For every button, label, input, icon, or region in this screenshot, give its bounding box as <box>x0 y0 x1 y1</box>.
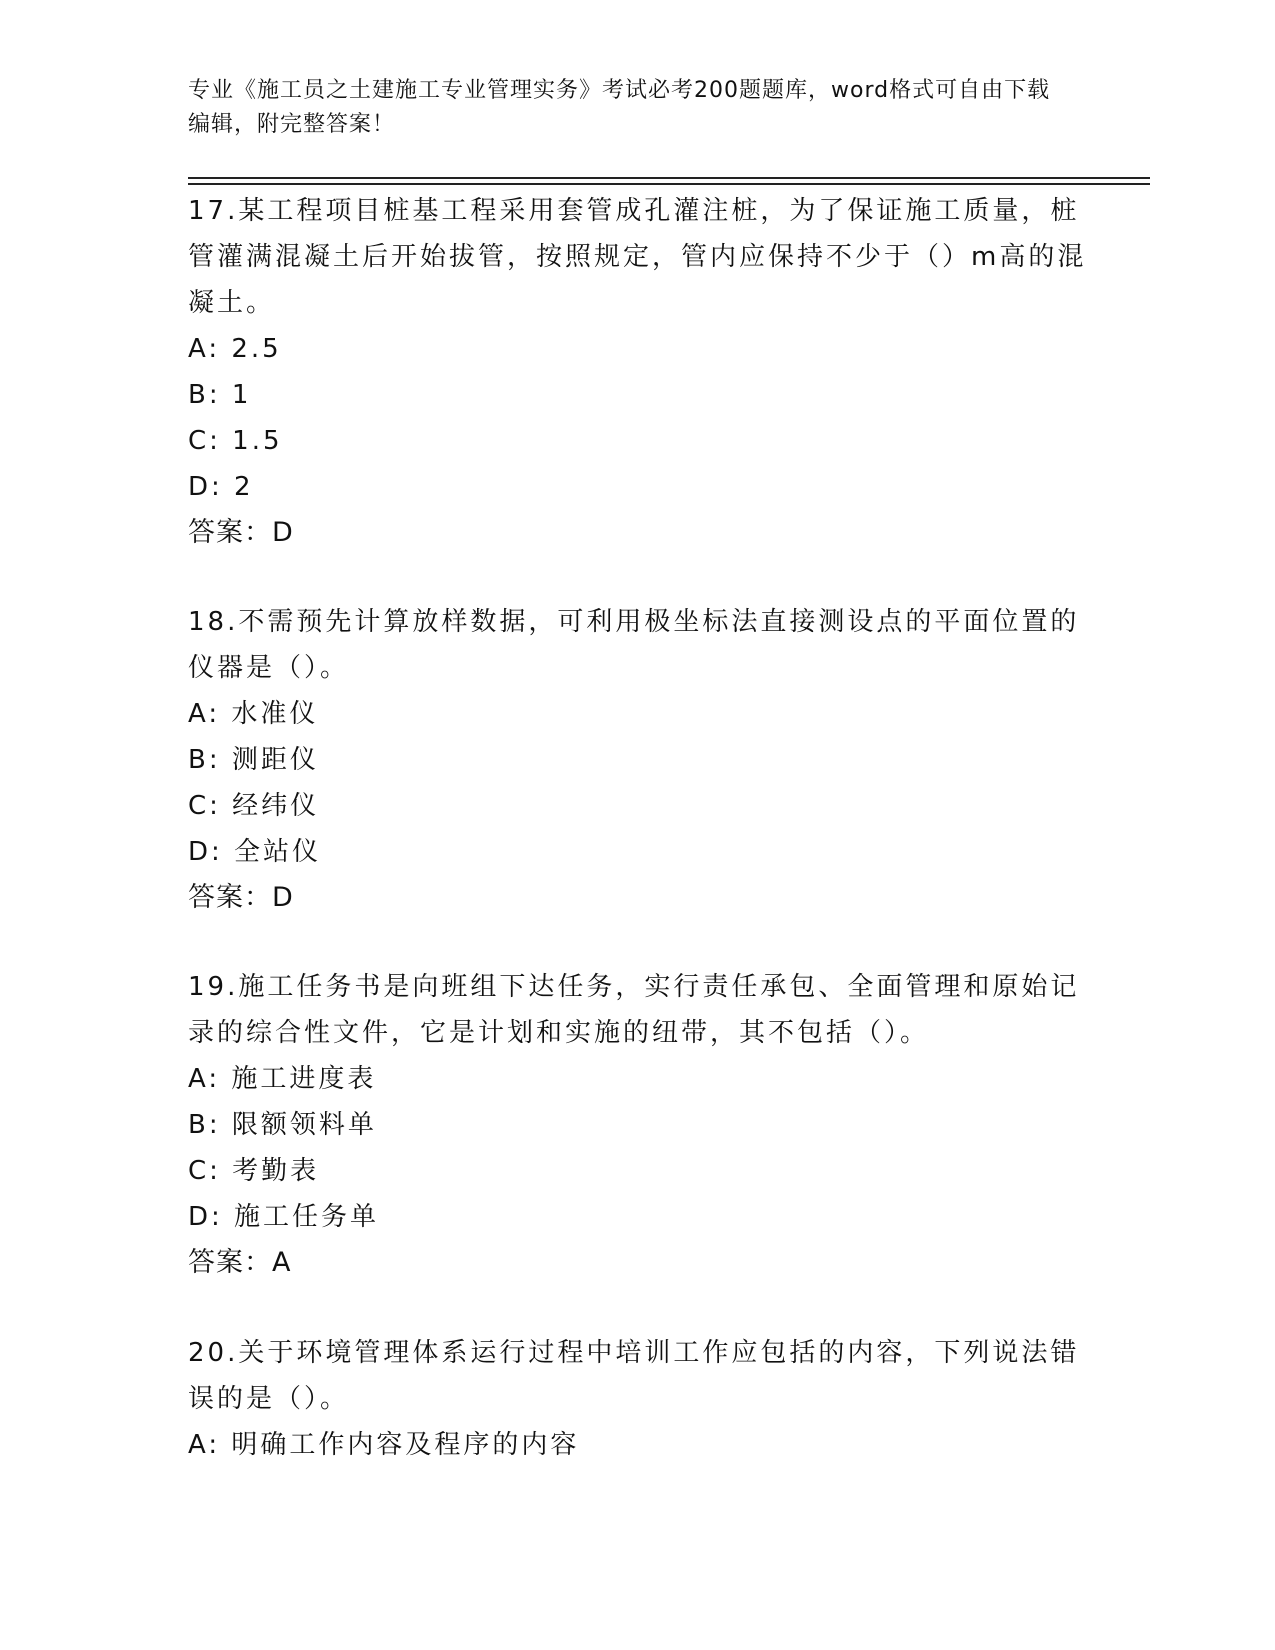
option-a: A: 水准仪 <box>188 699 319 729</box>
question-19 <box>188 964 1088 1286</box>
option-b: B: 限额领料单 <box>188 1110 377 1140</box>
option-c: C: 经纬仪 <box>188 791 320 821</box>
question-18 <box>188 599 1088 921</box>
question-20 <box>188 1330 1088 1468</box>
question-stem: 18.不需预先计算放样数据，可利用极坐标法直接测设点的平面位置的仪器是（）。 <box>188 607 1080 683</box>
question-stem: 17.某工程项目桩基工程采用套管成孔灌注桩，为了保证施工质量，桩管灌满混凝土后开始拔管，按照规定，管内应保持不少于（）m高的混凝土。 <box>188 196 1087 318</box>
document-header: 专业《施工员之土建施工专业管理实务》考试必考200题题库，word格式可自由下载编辑，附完整答案！ <box>188 78 1051 137</box>
option-c: C: 1.5 <box>188 426 283 456</box>
answer-line: 答案：D <box>188 882 294 913</box>
option-b: B: 1 <box>188 380 252 410</box>
question-stem: 20.关于环境管理体系运行过程中培训工作应包括的内容，下列说法错误的是（）。 <box>188 1338 1080 1414</box>
option-b: B: 测距仪 <box>188 745 319 775</box>
header-divider-bottom <box>188 183 1150 185</box>
option-d: D: 2 <box>188 472 254 502</box>
option-a: A: 施工进度表 <box>188 1064 377 1094</box>
option-d: D: 全站仪 <box>188 837 322 867</box>
answer-line: 答案：D <box>188 517 294 548</box>
option-c: C: 考勤表 <box>188 1156 320 1186</box>
answer-line: 答案：A <box>188 1247 292 1278</box>
question-stem: 19.施工任务书是向班组下达任务，实行责任承包、全面管理和原始记录的综合性文件，它是计划和实施的纽带，其不包括（）。 <box>188 972 1080 1048</box>
option-a: A: 2.5 <box>188 334 282 364</box>
question-17 <box>188 188 1088 556</box>
option-d: D: 施工任务单 <box>188 1202 380 1232</box>
header-divider-top <box>188 177 1150 179</box>
option-a: A: 明确工作内容及程序的内容 <box>188 1430 580 1460</box>
